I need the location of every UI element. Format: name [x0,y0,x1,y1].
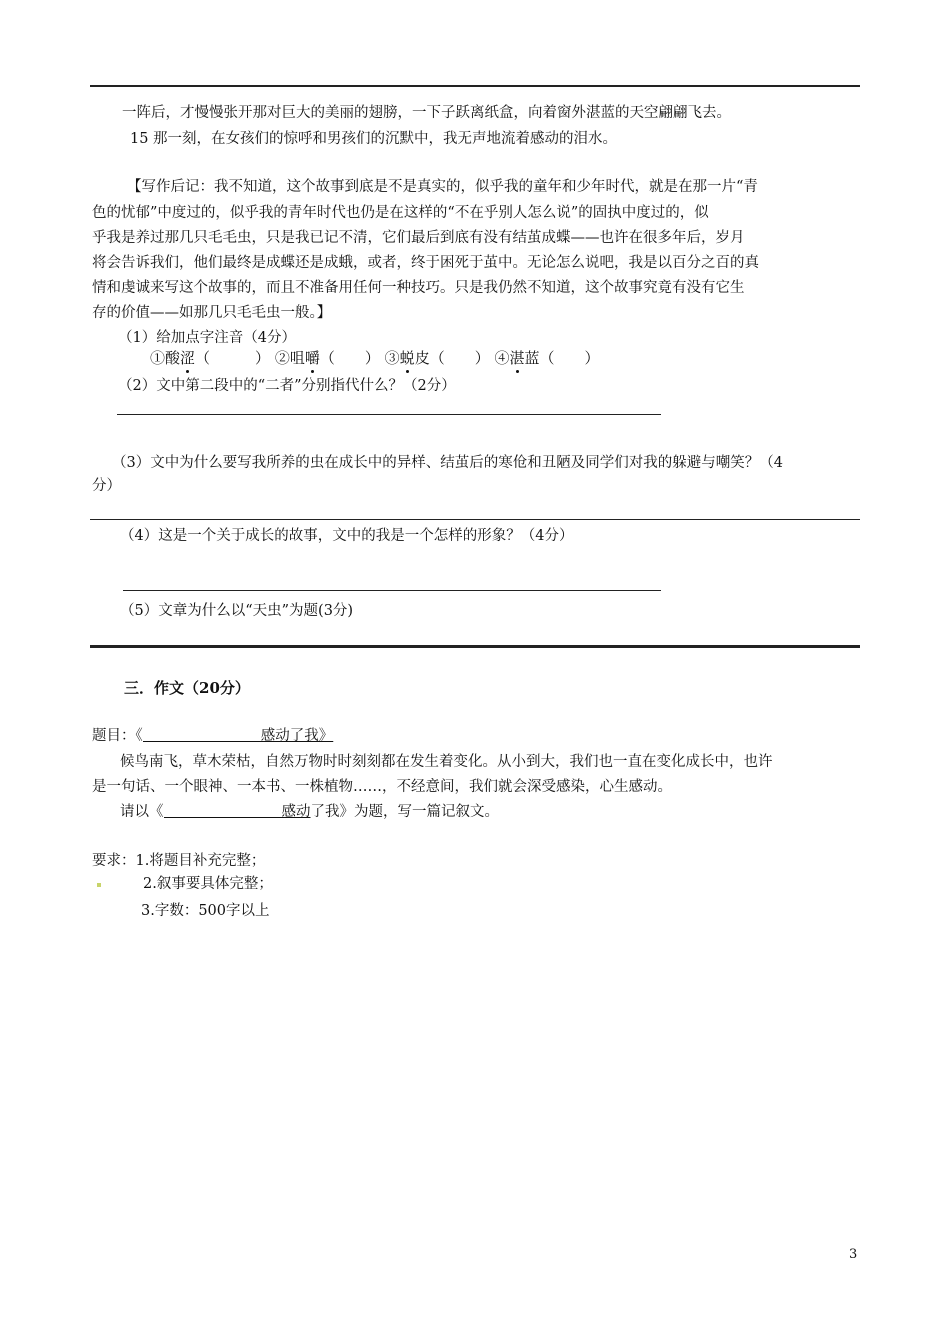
question-4: （4）这是一个关于成长的故事，文中的我是一个怎样的形象？（4分） [120,528,574,544]
title-prefix: 题目：《 [92,728,143,744]
requirements-1: 要求：1.将题目补充完整； [92,853,266,869]
title-blank[interactable] [143,727,261,742]
prompt-prefix: 请以《 [120,804,164,820]
item-b-prefix: ②咀 [274,349,305,367]
prompt-underlined: 感动 [281,804,311,820]
prompt-blank[interactable] [164,803,282,818]
top-rule [90,85,860,87]
prompt-suffix: 了我》为题，写一篇记叙文。 [310,804,499,820]
item-c-mid: 皮 [414,349,430,367]
afterword-line-3: 乎我是养过那几只毛毛虫，只是我已记不清，它们最后到底有没有结茧成蝶——也许在很多年后，岁月 [92,230,745,246]
item-a-dotted-char: 涩 [180,349,196,367]
bullet-mark [97,883,101,887]
item-d-answer[interactable]: （ ） [539,349,600,367]
question-1-items [150,347,600,368]
afterword-line-5: 情和虔诚来写这个故事的，而且不准备用任何一种技巧。只是我仍然不知道，这个故事究竟有没有它生 [92,280,745,296]
afterword-line-2: 色的忧郁”中度过的，似乎我的青年时代也仍是在这样的“不在乎别人怎么说”的固执中度过的，似 [92,205,709,221]
composition-heading: 三．作文（20分） [124,679,250,697]
item-d-mid: 蓝 [524,349,540,367]
section-divider [90,645,860,648]
title-suffix: 感动了我》 [260,728,334,744]
composition-title [92,724,333,745]
question-1: （1）给加点字注音（4分） [118,330,296,346]
requirements-2: 2.叙事要具体完整； [143,876,273,892]
page-number: 3 [849,1247,858,1262]
afterword-line-1: 【写作后记：我不知道，这个故事到底是不是真实的，似乎我的童年和少年时代，就是在那一片“青 [127,179,758,195]
answer-line-q2[interactable] [117,414,661,415]
composition-prompt [120,800,499,821]
item-a-answer[interactable]: （ ） [195,349,271,367]
composition-paragraph-2: 是一句话、一个眼神、一本书、一株植物……，不经意间，我们就会深受感染，心生感动。 [92,779,672,795]
answer-line-q3[interactable] [90,519,860,520]
item-b-dotted-char: 嚼 [304,349,320,367]
item-d-prefix: ④ [494,349,510,367]
item-d-dotted-char: 湛 [509,349,525,367]
item-b-answer[interactable]: （ ） [319,349,380,367]
composition-paragraph-1: 候鸟南飞，草木荣枯，自然万物时时刻刻都在发生着变化。从小到大，我们也一直在变化成长中，也许 [120,754,773,770]
story-line-1: 一阵后，才慢慢张开那对巨大的美丽的翅膀，一下子跃离纸盒，向着窗外湛蓝的天空翩翩飞去。 [122,105,731,121]
item-a-prefix: ①酸 [150,349,181,367]
item-c-answer[interactable]: （ ） [429,349,490,367]
requirements-3: 3.字数：500字以上 [141,903,270,919]
item-c-prefix: ③ [384,349,400,367]
question-2: （2）文中第二段中的“二者”分别指代什么？（2分） [118,378,456,394]
story-line-2: 15 那一刻，在女孩们的惊呼和男孩们的沉默中，我无声地流着感动的泪水。 [130,131,618,147]
item-c-dotted-char: 蜕 [399,349,415,367]
question-5: （5）文章为什么以“天虫”为题(3分) [120,603,354,619]
question-3-line-2: 分） [92,478,121,494]
question-3-line-1: （3）文中为什么要写我所养的虫在成长中的异样、结茧后的寒伧和丑陋及同学们对我的躲避与嘲笑？（4 [112,455,783,471]
afterword-line-6: 存的价值——如那几只毛毛虫一般。】 [92,305,332,321]
afterword-line-4: 将会告诉我们，他们最终是成蝶还是成蛾，或者，终于困死于茧中。无论怎么说吧，我是以百分之百的真 [92,255,759,271]
answer-line-q4[interactable] [123,590,661,591]
